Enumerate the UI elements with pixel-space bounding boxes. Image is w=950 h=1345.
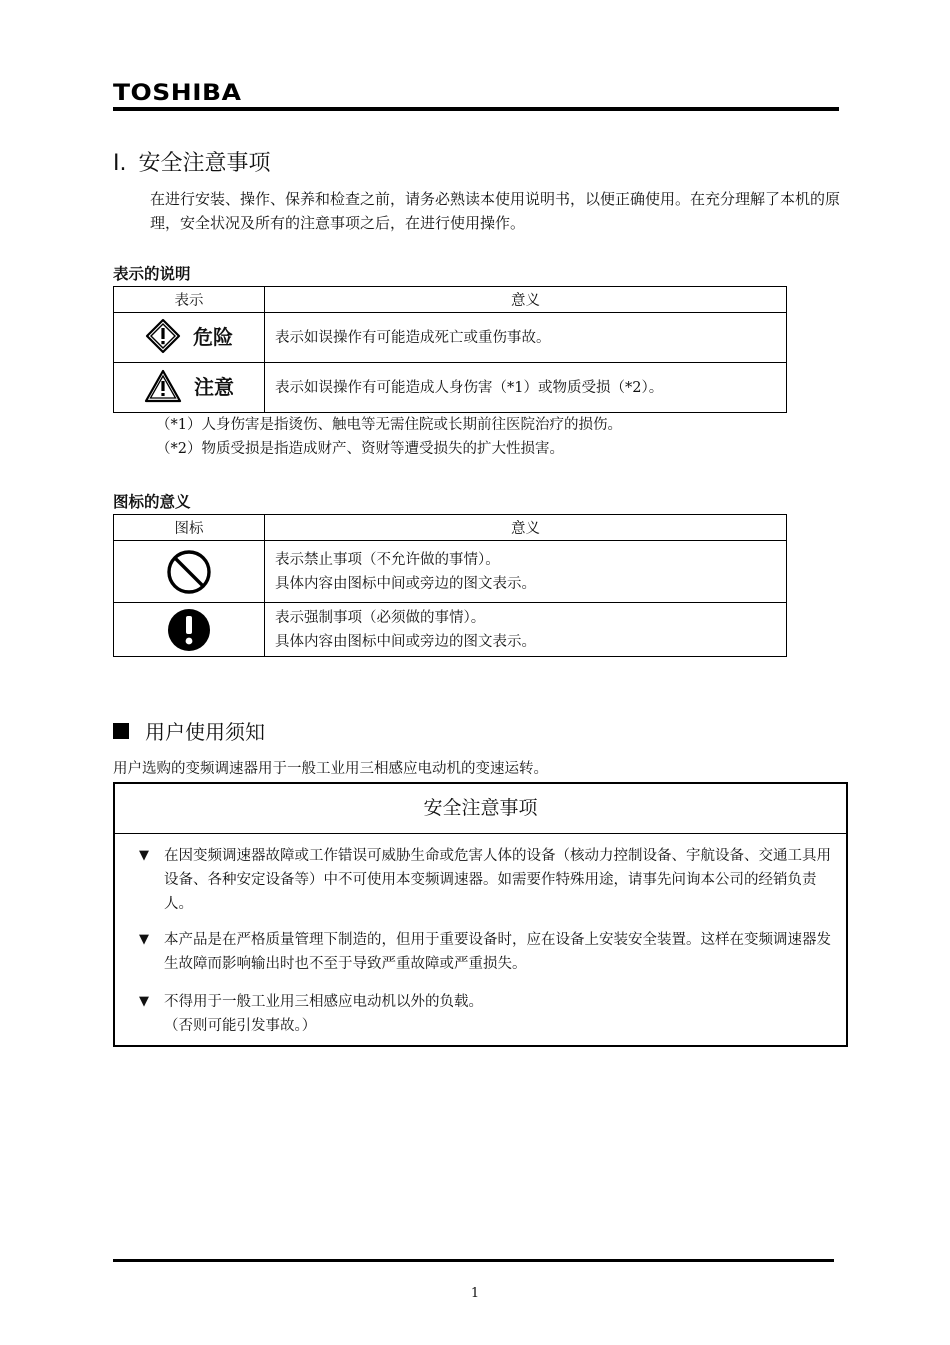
toshiba-logo: TOSHIBA — [113, 79, 242, 106]
mandatory-line-2: 具体内容由图标中间或旁边的图文表示。 — [275, 633, 536, 650]
user-notice-heading — [113, 716, 265, 745]
list-item — [139, 990, 839, 1038]
safety-item-3: 不得用于一般工业用三相感应电动机以外的负载。 — [164, 994, 483, 1010]
danger-meaning: 表示如误操作有可能造成死亡或重伤事故。 — [265, 313, 787, 363]
safety-item-3-sub: （否则可能引发事故。） — [164, 1018, 317, 1034]
prohibition-line-2: 具体内容由图标中间或旁边的图文表示。 — [275, 575, 536, 592]
user-notice-title: 用户使用须知 — [145, 720, 265, 744]
table-row — [114, 541, 787, 603]
display-heading: 表示的说明 — [113, 265, 191, 283]
safety-box-title: 安全注意事项 — [115, 784, 846, 834]
triangle-down-icon: ▼ — [139, 848, 149, 863]
triangle-down-icon: ▼ — [139, 994, 149, 1009]
footer-rule — [113, 1259, 834, 1262]
safety-item-2: 本产品是在严格质量管理下制造的，但用于重要设备时，应在设备上安装安全装置。这样在变频调速器发生故障而影响输出时也不至于导致严重故障或严重损失。 — [164, 932, 831, 972]
prohibition-icon — [166, 549, 212, 595]
safety-box — [113, 782, 848, 1047]
table-row — [114, 603, 787, 657]
intro-paragraph: 在进行安装、操作、保养和检查之前，请务必熟读本使用说明书，以便正确使用。在充分理解了本机的原理，安全状况及所有的注意事项之后，在进行使用操作。 — [150, 190, 841, 232]
triangle-down-icon: ▼ — [139, 932, 149, 947]
icon-col-meaning: 意义 — [265, 515, 787, 541]
header-rule — [113, 107, 839, 111]
square-bullet-icon — [113, 723, 129, 739]
usage-statement: 用户选购的变频调速器用于一般工业用三相感应电动机的变速运转。 — [113, 761, 548, 777]
icon-heading: 图标的意义 — [113, 493, 191, 511]
table-row — [114, 363, 787, 413]
section-title-text: 安全注意事项 — [138, 151, 271, 176]
icon-table — [113, 514, 787, 657]
danger-diamond-icon — [145, 318, 181, 354]
safety-item-1: 在因变频调速器故障或工作错误可威胁生命或危害人体的设备（核动力控制设备、宇航设备、交通工具用设备、各种安定设备等）中不可使用本变频调速器。如需要作特殊用途，请事先问询本公司的经销负责人。 — [164, 848, 831, 912]
display-col-symbol: 表示 — [114, 287, 265, 313]
caution-label: 注意 — [194, 375, 234, 399]
caution-meaning: 表示如误操作有可能造成人身伤害（*1）或物质受损（*2）。 — [265, 363, 787, 413]
page-number: 1 — [470, 1286, 480, 1301]
icon-col-symbol: 图标 — [114, 515, 265, 541]
table-row — [114, 313, 787, 363]
mandatory-icon — [166, 607, 212, 653]
note-1: （*1）人身伤害是指烫伤、触电等无需住院或长期前往医院治疗的损伤。 — [156, 417, 622, 433]
display-col-meaning: 意义 — [265, 287, 787, 313]
warning-triangle-icon — [144, 369, 182, 403]
prohibition-line-1: 表示禁止事项（不允许做的事情）。 — [275, 551, 500, 568]
list-item — [139, 844, 839, 916]
section-number: I. — [113, 151, 127, 176]
display-notes — [156, 413, 622, 461]
section-title — [113, 146, 271, 177]
danger-label: 危险 — [193, 325, 233, 349]
note-2: （*2）物质受损是指造成财产、资财等遭受损失的扩大性损害。 — [156, 441, 564, 457]
list-item — [139, 928, 839, 976]
mandatory-line-1: 表示强制事项（必须做的事情）。 — [275, 609, 486, 626]
display-table — [113, 286, 787, 413]
